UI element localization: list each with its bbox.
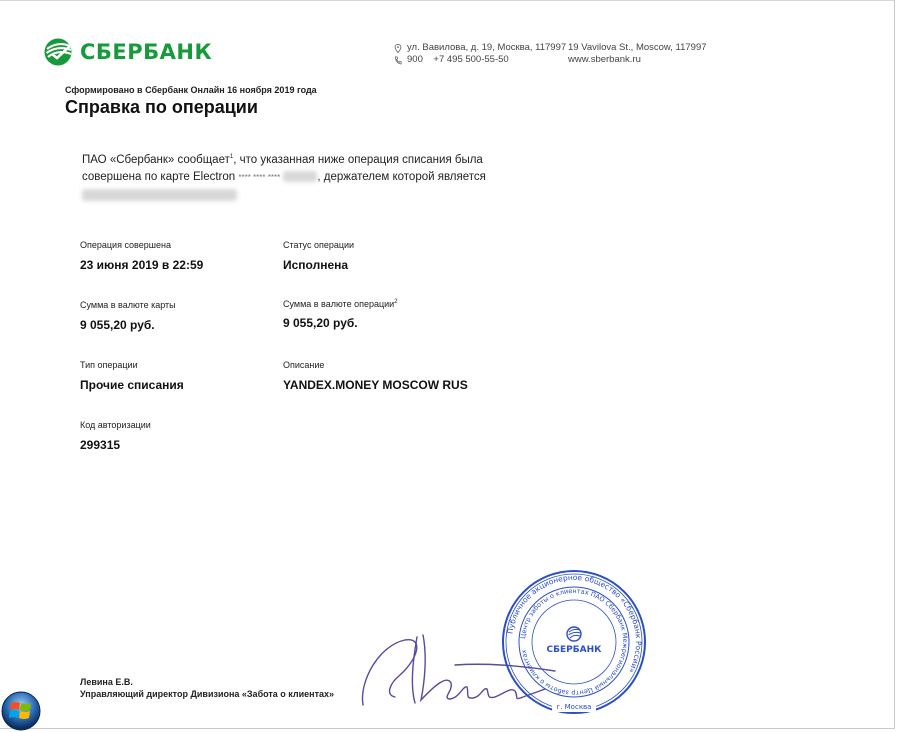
- card-mask: **** **** ****: [238, 172, 281, 182]
- operation-type-value: Прочие списания: [80, 378, 184, 392]
- operation-amount-value: 9 055,20 руб.: [283, 316, 358, 330]
- auth-code-label: Код авторизации: [80, 420, 151, 430]
- address-en: 19 Vavilova St., Moscow, 117997: [568, 42, 707, 53]
- phones: 900 +7 495 500-55-50: [407, 54, 509, 65]
- redacted-holder-name: [82, 189, 237, 201]
- stamp-logo-icon: [567, 627, 581, 641]
- statement-message: [82, 149, 502, 203]
- operation-amount-label: Сумма в валюте операции: [283, 299, 395, 309]
- message-part2: , что указанная ниже операция списания была совершена по карте Electron: [82, 153, 483, 183]
- stamp-outer-text: Публичное акционерное общество «Сбербанк России»: [505, 572, 644, 675]
- sberbank-logo-icon: [42, 37, 74, 67]
- stamp-brand: СБЕРБАНК: [546, 645, 602, 655]
- card-amount-value: 9 055,20 руб.: [80, 318, 155, 332]
- phone-row: [394, 54, 566, 66]
- message-part3: , держателем которой является: [317, 170, 486, 183]
- svg-text:Центр заботы о клиентах ПАО Сб: [519, 587, 629, 697]
- field-auth-code: [80, 420, 151, 452]
- contacts-en: [568, 42, 707, 66]
- stamp-inner-text: Центр заботы о клиентах ПАО Сбербанк Межрегиональный Центр заботы о клиентах: [519, 586, 630, 698]
- status-label: Статус операции: [283, 240, 355, 250]
- field-card-amount: [80, 300, 176, 332]
- address-row: [394, 42, 566, 54]
- location-pin-icon: [394, 44, 402, 53]
- operation-date-label: Операция совершена: [80, 240, 171, 250]
- contacts-ru: [394, 42, 566, 66]
- footnote-1: 1: [229, 154, 234, 160]
- field-operation-date: [80, 240, 203, 272]
- description-label: Описание: [283, 360, 325, 370]
- generated-note: Сформировано в Сбербанк Онлайн 16 ноября 2019 года: [65, 85, 317, 95]
- field-operation-type: [80, 360, 184, 392]
- description-value: YANDEX.MONEY MOSCOW RUS: [283, 378, 468, 392]
- top-border: [0, 0, 894, 1]
- sberbank-stamp: [500, 568, 648, 716]
- field-operation-amount: [283, 299, 398, 330]
- stamp-city: г. Москва: [556, 703, 592, 711]
- website-link[interactable]: www.sberbank.ru: [568, 54, 641, 65]
- operation-amount-label-wrap: [283, 299, 398, 309]
- status-value: Исполнена: [283, 258, 349, 272]
- operation-date-value: 23 июня 2019 в 22:59: [80, 258, 204, 272]
- address-ru: ул. Вавилова, д. 19, Москва, 117997: [407, 42, 567, 53]
- redacted-card-digits: [283, 171, 317, 182]
- phone-icon: [394, 56, 402, 65]
- sberbank-logo: [42, 37, 212, 67]
- footnote-2: 2: [394, 299, 398, 305]
- document-title: Справка по операции: [65, 97, 258, 117]
- message-part1: ПАО «Сбербанк» сообщает: [82, 153, 230, 166]
- signatory-role: Управляющий директор Дивизиона «Забота о клиентах»: [80, 689, 335, 699]
- windows-start-icon[interactable]: [0, 690, 42, 732]
- field-description: [283, 360, 468, 392]
- card-amount-label: Сумма в валюте карты: [80, 300, 176, 310]
- operation-type-label: Тип операции: [80, 360, 138, 370]
- auth-code-value: 299315: [80, 438, 121, 452]
- brand-name: СБЕРБАНК: [80, 40, 213, 64]
- signatory-name: Левина Е.В.: [80, 677, 133, 687]
- field-status: [283, 240, 354, 272]
